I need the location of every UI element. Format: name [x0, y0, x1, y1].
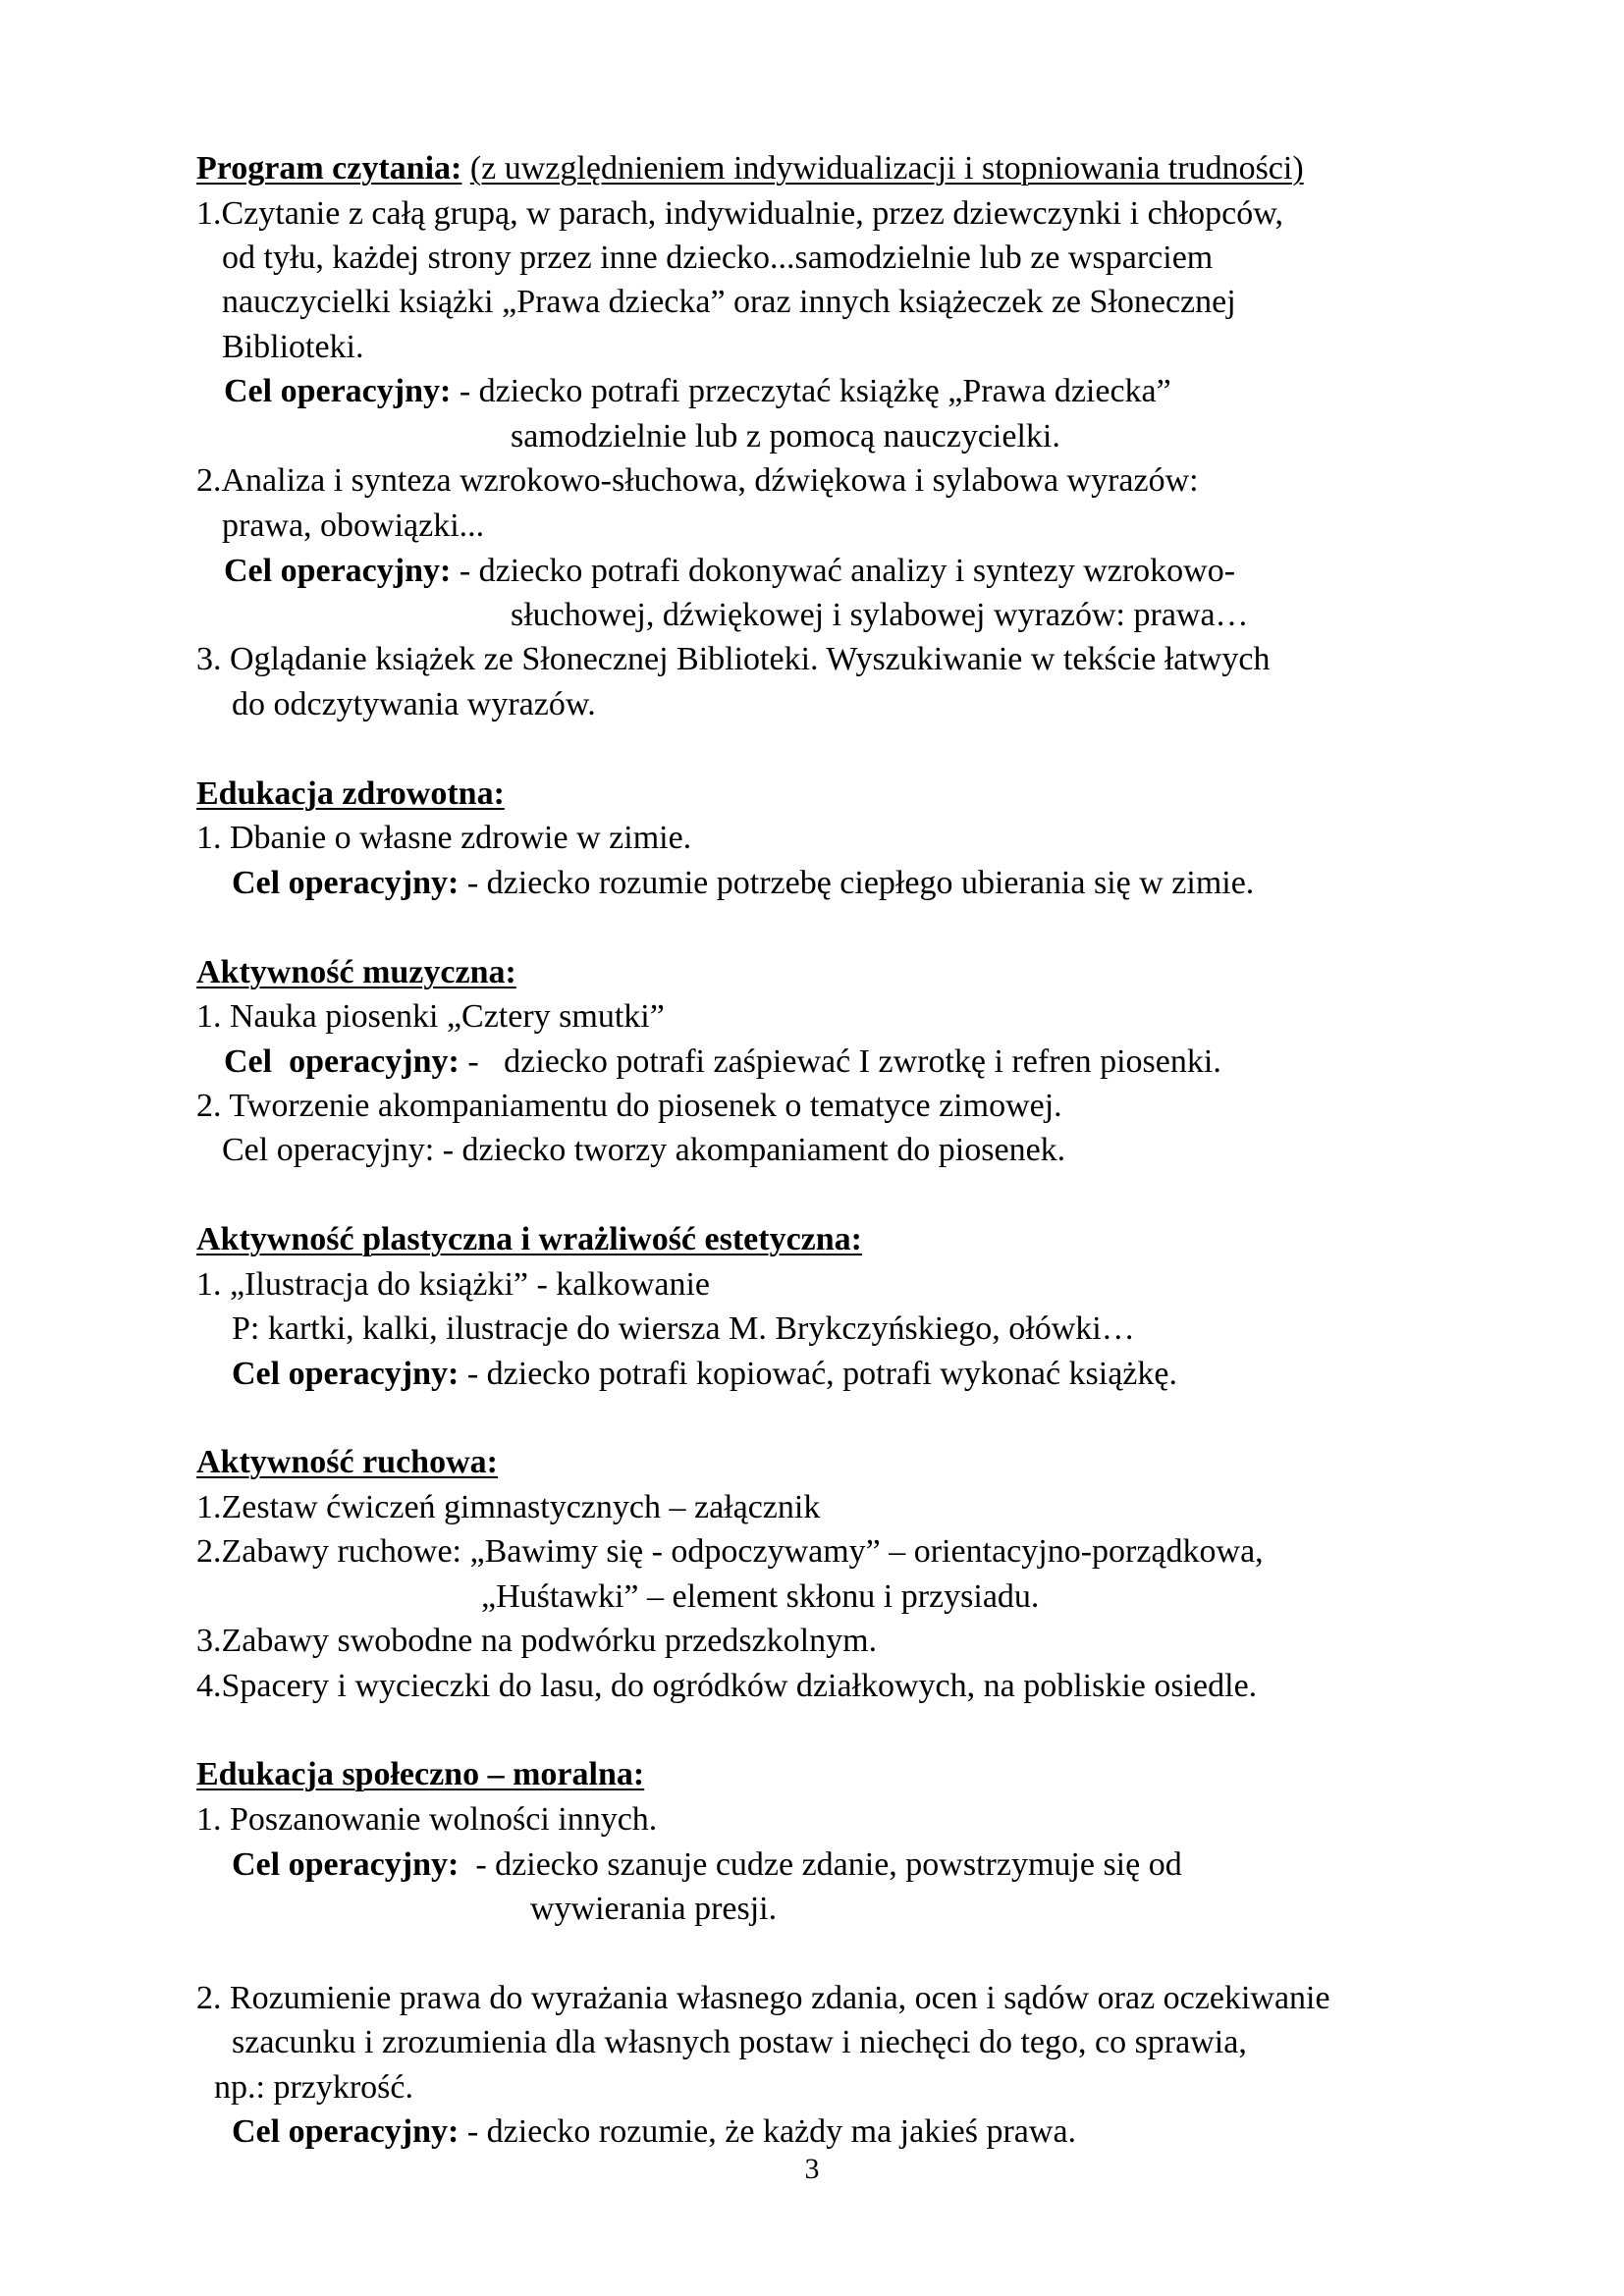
social-goal2-line: [232, 2110, 1076, 2154]
movement-item2-line2: „Huśtawki” – element skłonu i przysiadu.: [481, 1578, 1040, 1615]
goal-label: Cel operacyjny:: [224, 1043, 460, 1080]
health-heading-line: [196, 773, 505, 816]
reading-goal2-line1: [224, 550, 1235, 593]
art-item1: 1. „Ilustracja do książki” - kalkowanie: [196, 1266, 711, 1303]
page-number: 3: [804, 2153, 820, 2185]
reading-item3-line2: do odczytywania wyrazów.: [232, 686, 596, 722]
section-heading: Edukacja zdrowotna:: [196, 775, 505, 812]
social-goal1-line2: wywierania presji.: [530, 1891, 778, 1927]
reading-item2-line1: 2.Analiza i synteza wzrokowo-słuchowa, dźwiękowa i sylabowa wyrazów:: [196, 462, 1199, 499]
section-subheading: (z uwzględnieniem indywidualizacji i stopniowania trudności): [469, 150, 1304, 187]
health-item1: 1. Dbanie o własne zdrowie w zimie.: [196, 820, 692, 856]
movement-item4: 4.Spacery i wycieczki do lasu, do ogródków działkowych, na pobliskie osiedle.: [196, 1668, 1258, 1704]
reading-item1-line2: od tyłu, każdej strony przez inne dziecko...samodzielnie lub ze wsparciem: [222, 240, 1214, 276]
music-item2: 2. Tworzenie akompaniamentu do piosenek o tematyce zimowej.: [196, 1088, 1062, 1124]
reading-goal2-line2: słuchowej, dźwiękowej i sylabowej wyrazów: prawa…: [511, 597, 1249, 633]
section-heading: Aktywność plastyczna i wrażliwość estetyczna:: [196, 1221, 862, 1257]
goal-text: - dziecko rozumie potrzebę ciepłego ubierania się w zimie.: [459, 865, 1255, 901]
goal-text: - dziecko szanuje cudze zdanie, powstrzymuje się od: [459, 1846, 1182, 1883]
goal-label: Cel operacyjny:: [224, 373, 452, 409]
movement-item2-line1: 2.Zabawy ruchowe: „Bawimy się - odpoczywamy” – orientacyjno-porządkowa,: [196, 1533, 1264, 1570]
music-goal1-line: [224, 1041, 1221, 1084]
art-goal-line: [232, 1353, 1177, 1396]
section-heading: Aktywność muzyczna:: [196, 954, 516, 990]
art-materials: P: kartki, kalki, ilustracje do wiersza M. Brykczyńskiego, ołówki…: [232, 1310, 1135, 1347]
goal-label: Cel operacyjny:: [232, 2113, 460, 2150]
social-goal1-line1: [232, 1843, 1182, 1887]
goal-text: - dziecko potrafi zaśpiewać I zwrotkę i refren piosenki.: [459, 1043, 1221, 1080]
music-goal2-line: Cel operacyjny: - dziecko tworzy akompaniament do piosenek.: [222, 1132, 1066, 1168]
goal-label: Cel operacyjny:: [232, 1846, 460, 1883]
goal-label: Cel operacyjny:: [224, 553, 452, 589]
reading-goal1-line1: [224, 370, 1171, 413]
reading-item2-line2: prawa, obowiązki...: [222, 507, 485, 544]
section-heading: Edukacja społeczno – moralna:: [196, 1756, 645, 1792]
music-item1: 1. Nauka piosenki „Cztery smutki”: [196, 998, 665, 1035]
goal-label: Cel operacyjny:: [232, 865, 460, 901]
health-goal-line: [232, 862, 1254, 905]
goal-text: - dziecko potrafi dokonywać analizy i syntezy wzrokowo-: [451, 553, 1236, 589]
reading-heading-line: [196, 147, 1304, 190]
reading-item1-line3: nauczycielki książki „Prawa dziecka” oraz innych książeczek ze Słonecznej: [222, 284, 1236, 320]
reading-item3-line1: 3. Oglądanie książek ze Słonecznej Biblioteki. Wyszukiwanie w tekście łatwych: [196, 641, 1271, 677]
movement-item3: 3.Zabawy swobodne na podwórku przedszkolnym.: [196, 1623, 878, 1659]
goal-text: - dziecko potrafi przeczytać książkę „Prawa dziecka”: [451, 373, 1171, 409]
music-heading-line: [196, 951, 516, 994]
reading-item1-line1: 1.Czytanie z całą grupą, w parach, indywidualnie, przez dziewczynki i chłopców,: [196, 195, 1284, 232]
goal-text: - dziecko potrafi kopiować, potrafi wykonać książkę.: [459, 1356, 1177, 1392]
social-item2-line3: np.: przykrość.: [214, 2069, 414, 2106]
social-item2-line1: 2. Rozumienie prawa do wyrażania własnego zdania, ocen i sądów oraz oczekiwanie: [196, 1980, 1330, 2016]
social-heading-line: [196, 1753, 644, 1796]
movement-heading-line: [196, 1441, 498, 1484]
social-item2-line2: szacunku i zrozumienia dla własnych postaw i niechęci do tego, co sprawia,: [232, 2024, 1247, 2060]
goal-text: - dziecko rozumie, że każdy ma jakieś prawa.: [459, 2113, 1077, 2150]
reading-goal1-line2: samodzielnie lub z pomocą nauczycielki.: [511, 418, 1060, 454]
reading-item1-line4: Biblioteki.: [222, 329, 364, 365]
section-heading: Aktywność ruchowa:: [196, 1444, 498, 1480]
section-heading: Program czytania:: [196, 150, 462, 187]
movement-item1: 1.Zestaw ćwiczeń gimnastycznych – załącznik: [196, 1489, 821, 1525]
social-item1: 1. Poszanowanie wolności innych.: [196, 1801, 658, 1838]
goal-label: Cel operacyjny:: [232, 1356, 460, 1392]
art-heading-line: [196, 1218, 862, 1261]
